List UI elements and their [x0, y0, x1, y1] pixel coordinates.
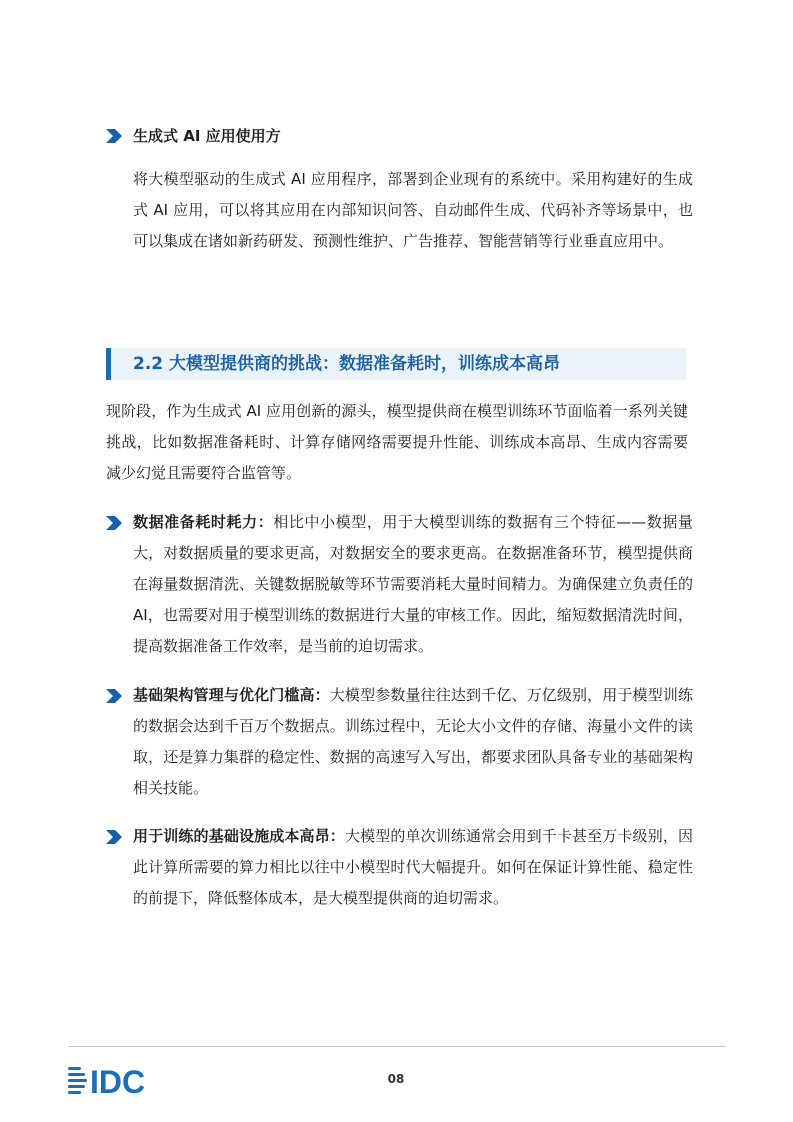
challenge-text [133, 680, 693, 804]
chevron-right-icon [106, 689, 122, 703]
footer-divider [68, 1046, 726, 1047]
challenge-lead: 数据准备耗时耗力： [133, 513, 274, 531]
idc-logo [68, 1064, 168, 1096]
challenge-item-infrastructure [106, 684, 698, 809]
section-heading-text: 2.2 大模型提供商的挑战：数据准备耗时，训练成本高昂 [133, 354, 561, 374]
logo-text: IDC [90, 1064, 146, 1096]
challenge-item-data-prep [106, 511, 698, 671]
challenge-body: 大模型的单次训练通常会用到千卡甚至万卡级别，因此计算所需要的算力相比以往中小模型时代大幅提升。如何在保证计算性能、稳定性的前提下，降低整体成本，是大模型提供商的迫切需求。 [133, 827, 693, 907]
bullet-body: 将大模型驱动的生成式 AI 应用程序，部署到企业现有的系统中。采用构建好的生成式 AI 应用，可以将其应用在内部知识问答、自动邮件生成、代码补齐等场景中，也可以集成在诸如新药研发、预测性维护、广告推荐、智能营销等行业垂直应用中。 [133, 170, 693, 250]
bullet-generative-ai-users [106, 125, 698, 295]
challenge-text [133, 507, 693, 662]
challenge-body: 相比中小模型，用于大模型训练的数据有三个特征——数据量大，对数据质量的要求更高，对数据安全的要求更高。在数据准备环节，模型提供商在海量数据清洗、关键数据脱敏等环节需要消耗大量时间精力。为确保建立负责任的 AI，也需要对用于模型训练的数据进行大量的审核工作。因此，缩短数据清洗时间，提高数据准备工作效率，是当前的迫切需求。 [133, 513, 693, 655]
bullet-heading: 生成式 AI 应用使用方 [133, 127, 281, 145]
chevron-right-icon [106, 129, 122, 143]
chevron-right-icon [106, 516, 122, 530]
challenge-text [133, 821, 693, 914]
challenge-lead: 用于训练的基础设施成本高昂： [133, 827, 345, 845]
intro-paragraph: 现阶段，作为生成式 AI 应用创新的源头，模型提供商在模型训练环节面临着一系列关键挑战，比如数据准备耗时、计算存储网络需要提升性能、训练成本高昂、生成内容需要减少幻觉且需要符合监管等。 [106, 402, 688, 482]
challenge-item-cost [106, 825, 698, 920]
challenge-lead: 基础架构管理与优化门槛高： [133, 686, 330, 704]
chevron-right-icon [106, 830, 122, 844]
challenge-body: 大模型参数量往往达到千亿、万亿级别，用于模型训练的数据会达到千百万个数据点。训练过程中，无论大小文件的存储、海量小文件的读取，还是算力集群的稳定性、数据的高速写入写出，都要求团队具备专业的基础架构相关技能。 [133, 686, 693, 797]
page-number: 08 [387, 1072, 405, 1086]
section-heading [106, 348, 686, 380]
